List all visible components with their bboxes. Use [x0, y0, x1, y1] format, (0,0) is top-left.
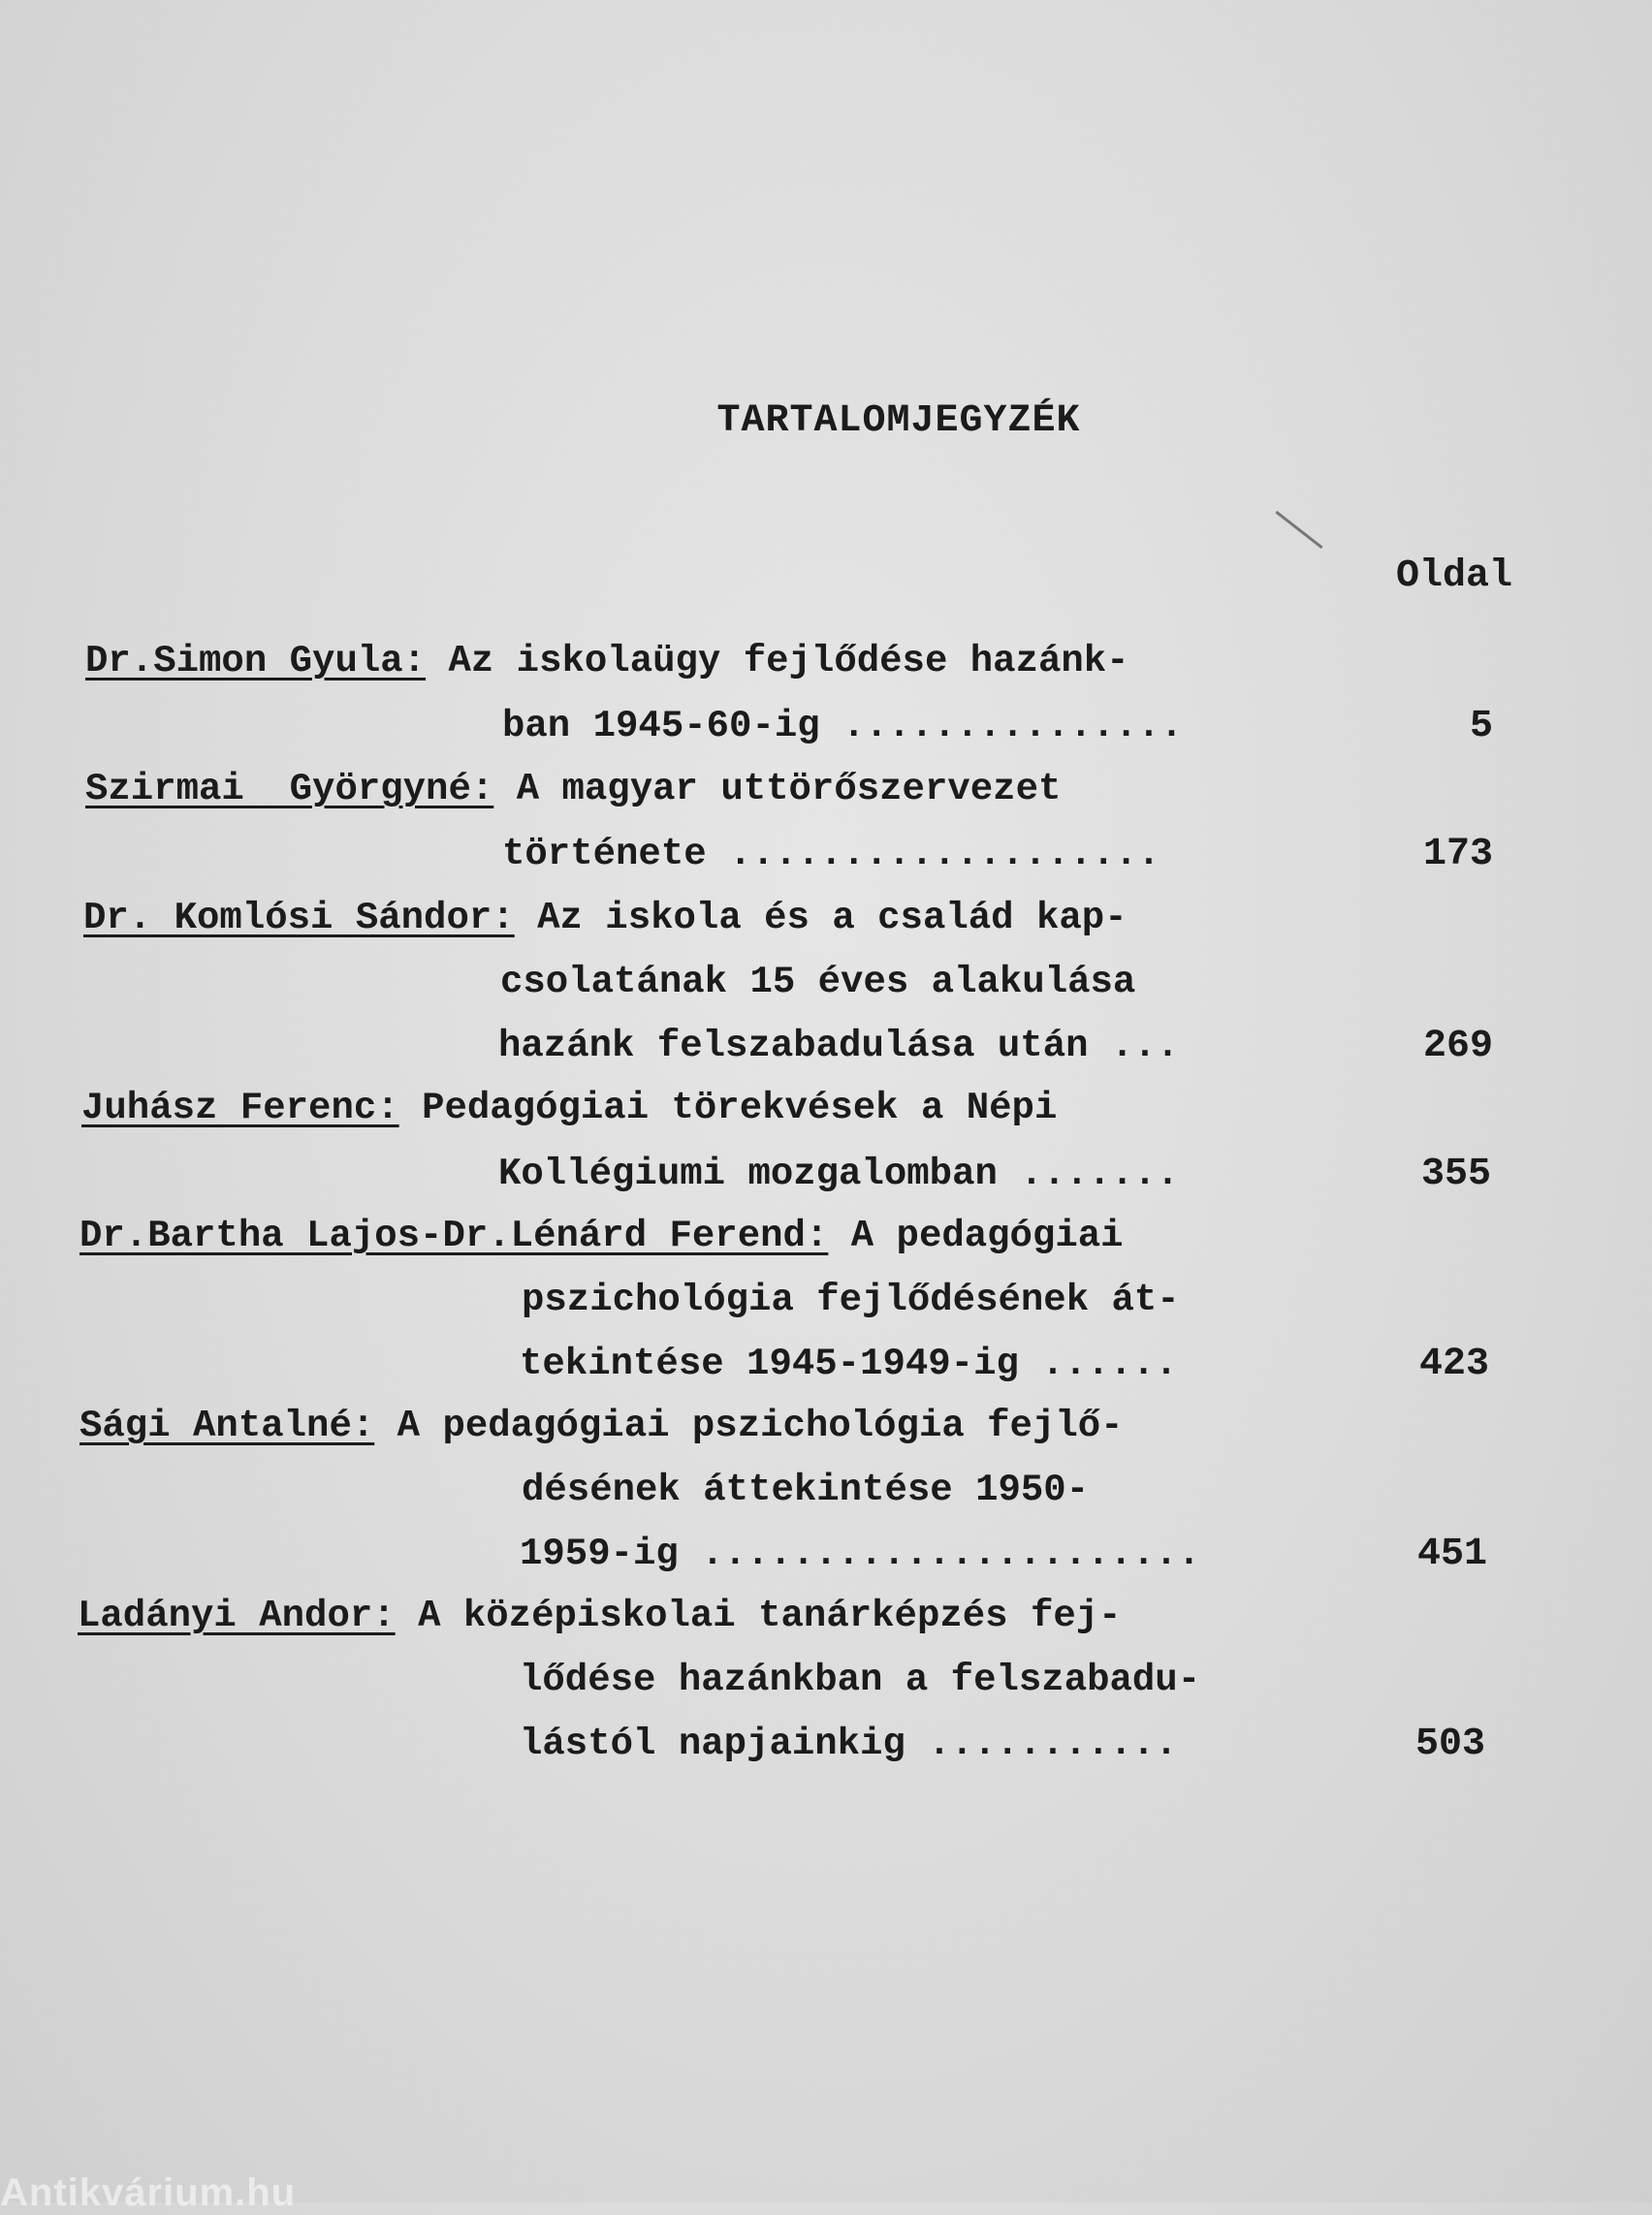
toc-entry-7-title-line: lástól napjainkig ...........: [520, 1723, 1178, 1765]
toc-entry-7-title-line: A középiskolai tanárképzés fej-: [418, 1595, 1122, 1637]
toc-entry-5-line-1: [79, 1215, 1124, 1257]
pencil-mark: [1275, 511, 1322, 549]
toc-entry-7-page: 503: [1414, 1723, 1485, 1766]
toc-entry-4-page: 355: [1420, 1153, 1491, 1196]
toc-entry-5-title-line: tekintése 1945-1949-ig ......: [520, 1343, 1178, 1385]
toc-entry-7-title-line: lődése hazánkban a felszabadu-: [520, 1659, 1201, 1701]
toc-entry-1-page: 5: [1469, 705, 1493, 748]
page-title: TARTALOMJEGYZÉK: [716, 399, 1081, 443]
toc-entry-3-title-line: hazánk felszabadulása után ...: [498, 1025, 1180, 1067]
toc-entry-6-title-line: A pedagógiai pszichológia fejlő-: [397, 1405, 1124, 1447]
toc-entry-6-line-1: [79, 1405, 1124, 1447]
toc-entry-3-page: 269: [1422, 1025, 1493, 1068]
toc-entry-5-page: 423: [1418, 1343, 1489, 1386]
toc-entry-6-author: Sági Antalné:: [79, 1405, 375, 1447]
toc-entry-3-line-1: [83, 897, 1128, 939]
toc-entry-6-page: 451: [1416, 1533, 1487, 1576]
toc-entry-7-author: Ladányi Andor:: [78, 1595, 396, 1637]
toc-entry-5-author: Dr.Bartha Lajos-Dr.Lénárd Ferend:: [79, 1215, 829, 1257]
toc-entry-5-title-line: pszichológia fejlődésének át-: [522, 1279, 1180, 1321]
toc-entry-4-author: Juhász Ferenc:: [81, 1087, 399, 1129]
toc-entry-4-title-line: Pedagógiai törekvések a Népi: [422, 1087, 1058, 1129]
toc-entry-1-author: Dr.Simon Gyula:: [85, 640, 427, 682]
toc-entry-4-line-1: [81, 1087, 1058, 1129]
toc-entry-7-line-1: [78, 1595, 1122, 1637]
watermark: Antikvárium.hu: [0, 2171, 297, 2214]
toc-entry-1-title-line: ban 1945-60-ig ...............: [502, 705, 1184, 747]
toc-entry-3-title-line: csolatának 15 éves alakulása: [500, 961, 1136, 1003]
toc-entry-3-author: Dr. Komlósi Sándor:: [83, 897, 515, 939]
toc-entry-1-title-line: Az iskolaügy fejlődése hazánk-: [448, 640, 1129, 682]
toc-entry-1-line-1: [85, 640, 1129, 682]
toc-entry-5-title-line: A pedagógiai: [850, 1215, 1124, 1257]
toc-entry-4-title-line: Kollégiumi mozgalomban .......: [498, 1153, 1180, 1195]
toc-entry-2-title-line: története ...................: [502, 833, 1160, 875]
toc-entry-6-title-line: désének áttekintése 1950-: [522, 1469, 1090, 1511]
toc-entry-3-title-line: Az iskola és a család kap-: [537, 897, 1128, 939]
page-column-header: Oldal: [1396, 554, 1513, 598]
toc-entry-2-line-1: [85, 768, 1062, 810]
toc-entry-2-page: 173: [1422, 833, 1493, 876]
toc-entry-6-title-line: 1959-ig ......................: [520, 1533, 1201, 1575]
toc-entry-2-title-line: A magyar uttörőszervezet: [516, 768, 1062, 810]
toc-entry-2-author: Szirmai Györgyné:: [85, 768, 494, 810]
